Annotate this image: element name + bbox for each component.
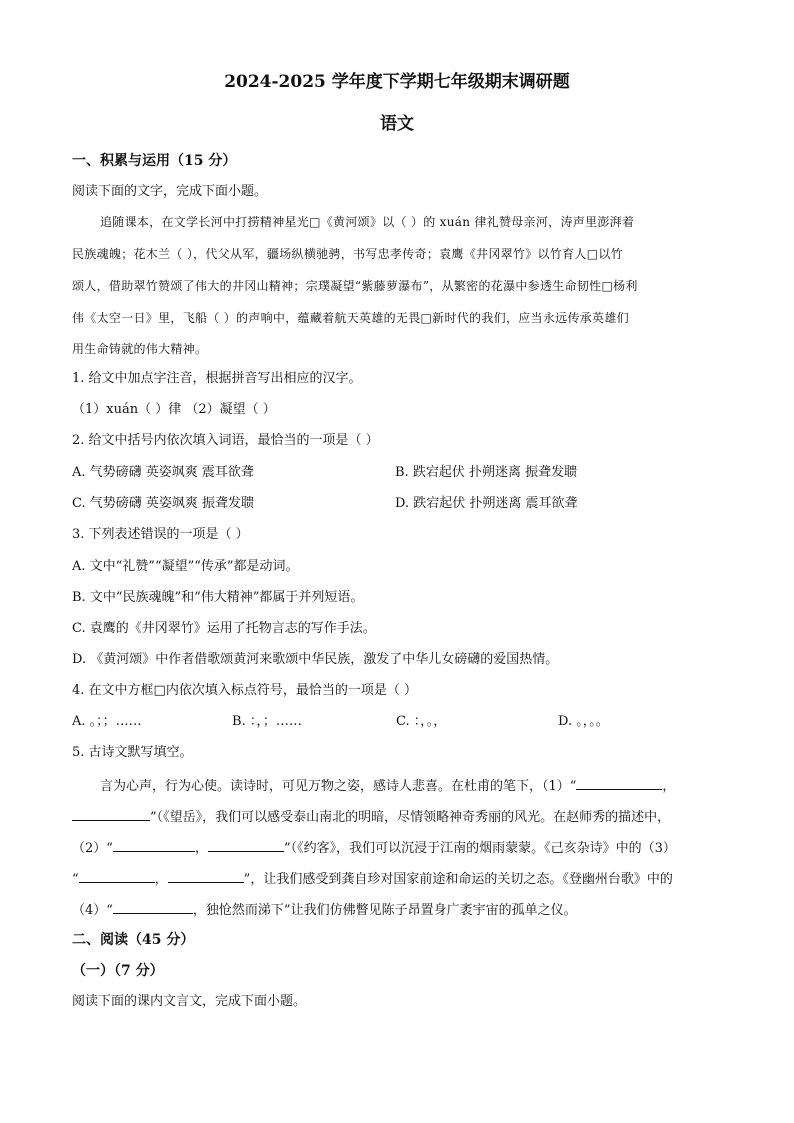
q5-blank-4[interactable] [208,839,284,852]
q5-line-1: 言为心声，行为心使。读诗时，可见万物之姿，感诗人悲喜。在杜甫的笔下，（1）“ ， [100,779,676,794]
section2-instruction: 阅读下面的课内文言文，完成下面小题。 [72,994,307,1009]
q3-option-a: A. 文中“礼赞”“凝望”“传承”都是动词。 [72,559,299,574]
q5-blank-7[interactable] [113,901,193,914]
passage-line-4: 伟《太空一日》里，飞船（ ）的声响中，蕴藏着航天英雄的无畏□新时代的我们，应当永远传承英雄们 [72,311,629,325]
q1-stem: 1. 给文中加点字注音，根据拼音写出相应的汉字。 [72,371,362,386]
passage-line-5: 用生命铸就的伟大精神。 [72,342,208,356]
q5-stem: 5. 古诗文默写填空。 [72,745,193,760]
q5-blank-6[interactable] [168,870,244,883]
q3-stem: 3. 下列表述错误的一项是（ ） [72,527,249,542]
q2-option-d: D. 跌宕起伏 扑朔迷离 震耳欲聋 [395,496,578,511]
q2-option-b: B. 跌宕起伏 扑朔迷离 振聋发聩 [395,465,578,480]
q4-option-b: B. ：，；…… [232,714,302,729]
q4-option-d: D. 。，。。 [558,714,609,729]
q5-blank-2[interactable] [72,808,150,821]
section1-instruction: 阅读下面的文字，完成下面小题。 [72,184,268,199]
q5-line-5: （4）“ ，独怆然而涕下”让我们仿佛瞥见陈子昂置身广袤宇宙的孤单之仪。 [72,903,577,918]
q5-line-2: ”（《望岳》，我们可以感受泰山南北的明暗，尽情领略神奇秀丽的风光。在赵师秀的描述中， [72,808,670,826]
q4-option-c: C. ：，。， [396,714,447,729]
q4-stem: 4. 在文中方框□内依次填入标点符号，最恰当的一项是（ ） [72,683,417,698]
q5-blank-1[interactable] [576,777,662,790]
q5-line-3: （2）“ ， ”（《约客》，我们可以沉浸于江南的烟雨蒙蒙。《己亥杂诗》中的（3） [72,841,676,856]
section2-heading: 二、阅读（45 分） [72,932,195,948]
passage-line-3: 颂人，借助翠竹赞颂了伟大的井冈山精神；宗璞凝望“紫藤萝瀑布”，从繁密的花瀑中参透生命韧性□杨利 [72,279,638,293]
section1-heading: 一、积累与运用（15 分） [72,153,237,169]
q4-option-a: A. 。；；…… [72,714,142,729]
q1-answer-line: （1）xuán（ ）律 （2）凝望（ ） [72,402,276,417]
passage-line-2: 民族魂魄；花木兰（ ），代父从军，疆场纵横驰骋，书写忠孝传奇；袁鹰《井冈翠竹》以竹育人□以竹 [72,247,623,261]
q2-option-a: A. 气势磅礴 英姿飒爽 震耳欲聋 [72,465,254,480]
q3-option-d: D. 《黄河颂》中作者借歌颂黄河来歌颂中华民族，激发了中华儿女磅礴的爱国热情。 [72,652,559,667]
q3-option-b: B. 文中“民族魂魄”和“伟大精神”都属于并列短语。 [72,590,364,605]
section2-subheading: （一）（7 分） [72,963,164,979]
passage-line-1: 追随课本，在文学长河中打捞精神星光□《黄河颂》以（ ）的 xuán 律礼赞母亲河，涛声里澎湃着 [100,215,635,229]
q2-stem: 2. 给文中括号内依次填入词语，最恰当的一项是（ ） [72,433,379,448]
q3-option-c: C. 袁鹰的《井冈翠竹》运用了托物言志的写作手法。 [72,621,376,636]
q5-line-4: “ ， ”，让我们感受到龚自珍对国家前途和命运的关切之态。《登幽州台歌》中的 [72,872,673,887]
q2-option-c: C. 气势磅礴 英姿飒爽 振聋发聩 [72,496,255,511]
exam-title: 2024-2025 学年度下学期七年级期末调研题 [224,72,570,92]
subject-title: 语文 [380,114,414,134]
q5-blank-5[interactable] [79,870,155,883]
q5-blank-3[interactable] [113,839,195,852]
